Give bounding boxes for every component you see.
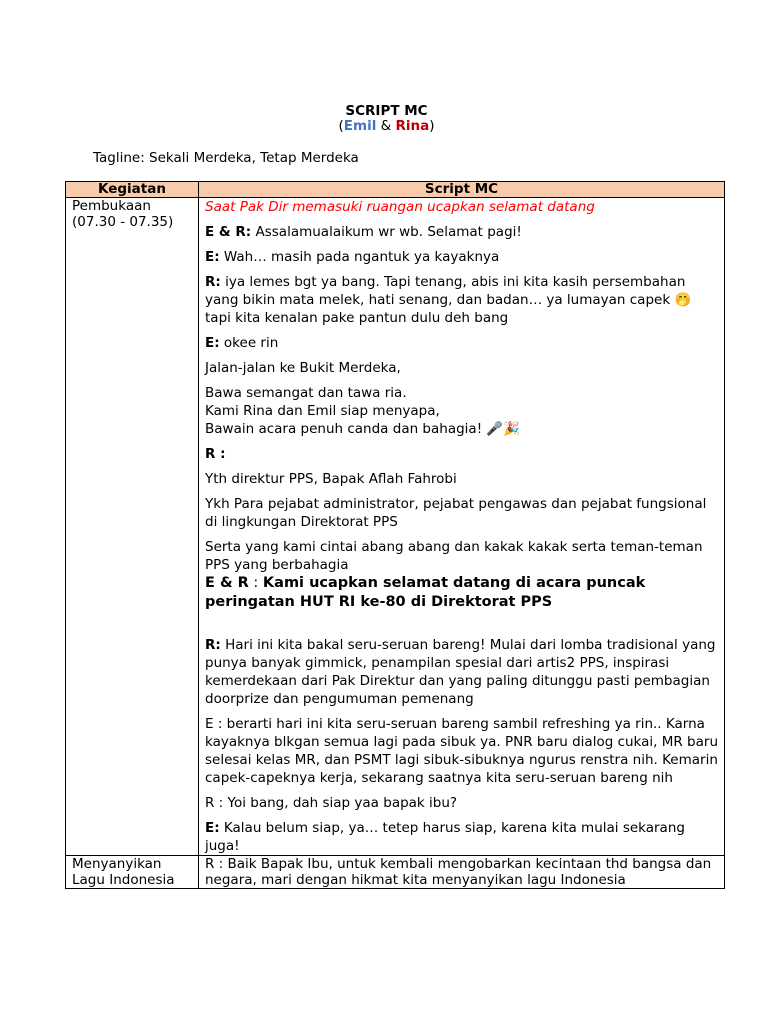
pantun-line: Jalan-jalan ke Bukit Merdeka,: [205, 360, 401, 376]
pantun-line: Bawa semangat dan tawa ria.: [205, 385, 407, 401]
greeting-line: Serta yang kami cintai abang abang dan kakak kakak serta teman-teman PPS yang berbahagia: [205, 539, 703, 573]
pantun-line: Kami Rina dan Emil siap menyapa,: [205, 403, 440, 419]
speaker-label: E:: [205, 820, 220, 836]
table-row: [66, 198, 725, 856]
kegiatan-cell: [66, 198, 199, 856]
speaker-label: E:: [205, 335, 220, 351]
greeting-line: Ykh Para pejabat administrator, pejabat pengawas dan pejabat fungsional di lingkungan Direktorat PPS: [205, 496, 707, 530]
tagline: Tagline: Sekali Merdeka, Tetap Merdeka: [93, 150, 359, 166]
line-text: iya lemes bgt ya bang. Tapi tenang, abis ini kita kasih persembahan yang bikin mata melek, hati senang, dan badan… ya lumayan capek 🤭 tapi kita kenalan pake pantun dulu deh bang: [205, 274, 692, 326]
subtitle-close-paren: ): [429, 118, 435, 134]
script-line: [205, 819, 718, 855]
line-text: Kalau belum siap, ya… tetep harus siap, karena kita mulai sekarang juga!: [205, 820, 685, 854]
stage-direction: Saat Pak Dir memasuki ruangan ucapkan selamat datang: [205, 199, 595, 215]
greeting-line: Yth direktur PPS, Bapak Aflah Fahrobi: [205, 471, 457, 487]
speaker-label: R:: [205, 637, 221, 653]
pantun-line: Bawain acara penuh canda dan bahagia! 🎤🎉: [205, 421, 521, 437]
host-name-emil: Emil: [343, 118, 377, 134]
host-name-rina: Rina: [395, 118, 430, 134]
speaker-label: R:: [205, 274, 221, 290]
table-header-row: [66, 182, 725, 198]
speaker-label: E:: [205, 249, 220, 265]
script-table: [65, 181, 725, 889]
line-text: Hari ini kita bakal seru-seruan bareng! Mulai dari lomba tradisional yang punya banyak gimmick, penampilan spesial dari artis2 PPS, inspirasi kemerdekaan dari Pak Direktur dan yang paling ditunggu pasti pembagian doorprize dan pengumuman pemenang: [205, 637, 716, 707]
script-line: [205, 574, 718, 612]
line-text: Assalamualaikum wr wb. Selamat pagi!: [251, 224, 522, 240]
kegiatan-cell: Menyanyikan Lagu Indonesia: [66, 856, 199, 889]
script-cell: R : Baik Bapak Ibu, untuk kembali mengobarkan kecintaan thd bangsa dan negara, mari dengan hikmat kita menyanyikan lagu Indonesia: [199, 856, 725, 889]
script-line: [205, 248, 718, 266]
script-line: R : Yoi bang, dah siap yaa bapak ibu?: [205, 795, 458, 811]
line-text: Wah… masih pada ngantuk ya kayaknya: [219, 249, 500, 265]
script-line: [205, 636, 718, 708]
script-line: [205, 223, 718, 241]
document-title: SCRIPT MC: [345, 103, 428, 119]
subtitle-open-paren: (: [338, 118, 344, 134]
subtitle-ampersand: &: [376, 118, 396, 134]
spacer: [205, 612, 718, 636]
script-line: [205, 273, 718, 327]
script-line: [205, 334, 718, 352]
pantun-block: [205, 384, 718, 438]
header-kegiatan: Kegiatan: [66, 182, 199, 198]
script-line: E : berarti hari ini kita seru-seruan bareng sambil refreshing ya rin.. Karna kayaknya blkgan semua lagi pada sibuk ya. PNR baru dialog cukai, MR baru selesai kelas MR, dan PSMT lagi sibuk-sibuknya ngurus renstra nih. Kemarin capek-capeknya kerja, sekarang saatnya kita seru-seruan bareng nih: [205, 716, 718, 786]
welcome-announcement: Kami ucapkan selamat datang di acara puncak peringatan HUT RI ke-80 di Direktorat PPS: [205, 575, 646, 610]
kegiatan-name: Pembukaan: [72, 198, 151, 214]
document-subtitle: [0, 117, 768, 135]
header-script-mc: Script MC: [199, 182, 725, 198]
script-cell: [199, 198, 725, 856]
line-text: okee rin: [219, 335, 279, 351]
speaker-separator: :: [248, 575, 263, 591]
table-row: [66, 856, 725, 889]
speaker-label: E & R: [205, 575, 249, 591]
speaker-label: R :: [205, 446, 226, 462]
speaker-label: E & R:: [205, 224, 252, 240]
kegiatan-time: (07.30 - 07.35): [72, 214, 174, 230]
